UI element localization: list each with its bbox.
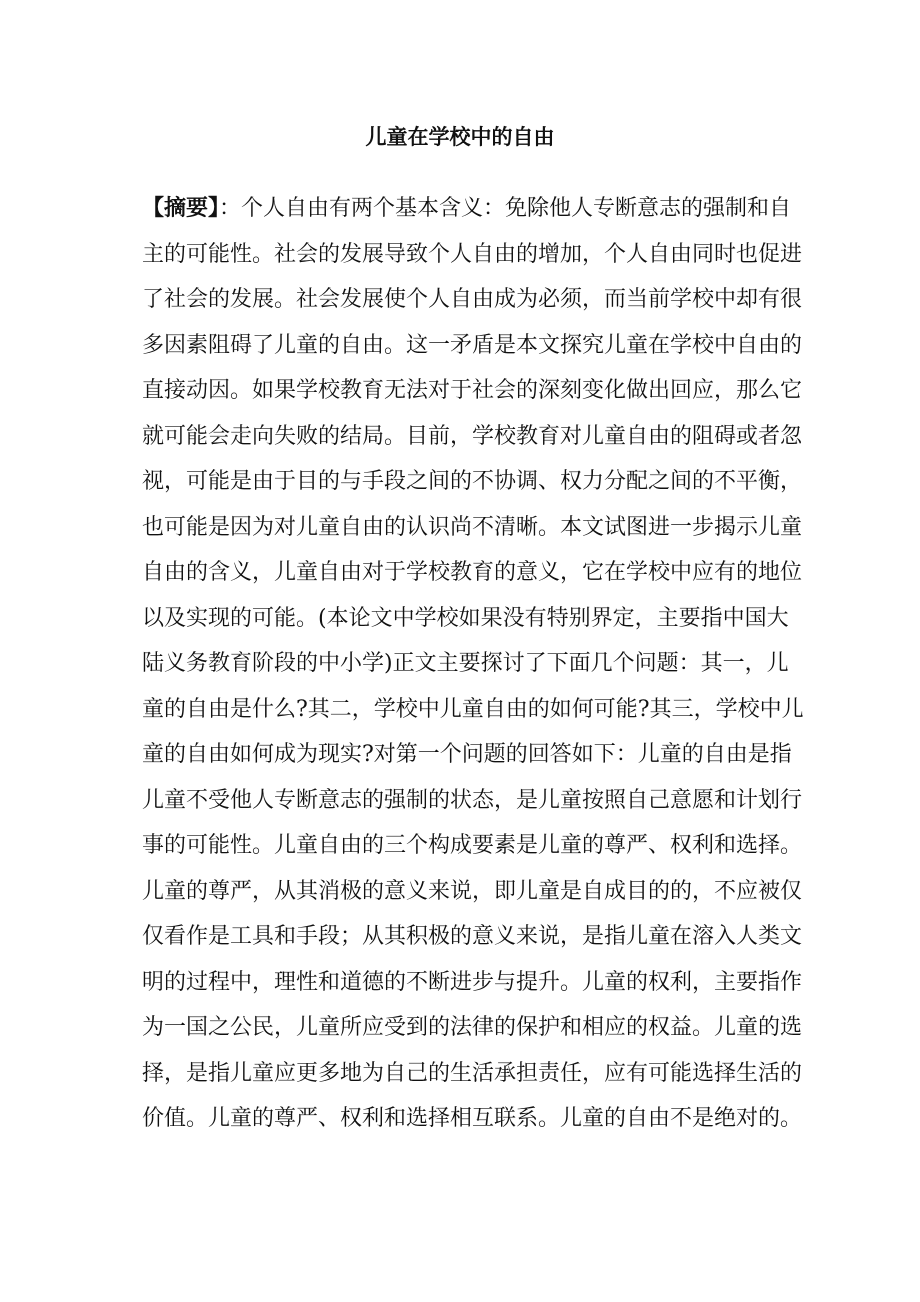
abstract-line: 多因素阻碍了儿童的自由。这一矛盾是本文探究儿童在学校中自由的 [142, 332, 803, 358]
abstract-line: 自由的含义，儿童自由对于学校教育的意义，它在学校中应有的地位 [142, 560, 803, 585]
abstract-line: 事的可能性。儿童自由的三个构成要素是儿童的尊严、权利和选择。 [142, 833, 803, 858]
abstract-line: 仅看作是工具和手段；从其积极的意义来说，是指儿童在溶入人类文 [142, 924, 803, 949]
abstract-line: 儿童不受他人专断意志的强制的状态，是儿童按照自己意愿和计划行 [142, 787, 803, 813]
abstract-line: 就可能会走向失败的结局。目前，学校教育对儿童自由的阻碍或者忽 [142, 423, 803, 449]
abstract-line: 为一国之公民，儿童所应受到的法律的保护和相应的权益。儿童的选 [142, 1015, 803, 1040]
abstract-line: 视，可能是由于目的与手段之间的不协调、权力分配之间的不平衡， [142, 469, 803, 494]
abstract-line: 价值。儿童的尊严、权利和选择相互联系。儿童的自由不是绝对的。 [142, 1106, 803, 1131]
abstract-line: 童的自由如何成为现实?对第一个问题的回答如下：儿童的自由是指 [142, 742, 792, 767]
abstract-line: 以及实现的可能。(本论文中学校如果没有特别界定，主要指中国大 [142, 605, 789, 631]
abstract-label: 【摘要】 [142, 195, 220, 221]
abstract-line-text: ：个人自由有两个基本含义：免除他人专断意志的强制和自 [219, 196, 792, 221]
abstract-line: 直接动因。如果学校教育无法对于社会的深刻变化做出回应，那么它 [142, 378, 803, 403]
document-title: 儿童在学校中的自由 [365, 124, 555, 149]
abstract-line: 也可能是因为对儿童自由的认识尚不清晰。本文试图进一步揭示儿童 [142, 514, 803, 540]
abstract-line: 儿童的尊严，从其消极的意义来说，即儿童是自成目的的，不应被仅 [142, 878, 803, 904]
abstract-line: 了社会的发展。社会发展使个人自由成为必须，而当前学校中却有很 [142, 287, 803, 312]
abstract-line: 明的过程中，理性和道德的不断进步与提升。儿童的权利，主要指作 [142, 969, 803, 995]
abstract-line [142, 186, 792, 232]
abstract-line: 主的可能性。社会的发展导致个人自由的增加，个人自由同时也促进 [142, 241, 803, 267]
abstract-line: 童的自由是什么?其二，学校中儿童自由的如何可能?其三，学校中儿 [142, 696, 804, 722]
abstract-line: 择，是指儿童应更多地为自己的生活承担责任，应有可能选择生活的 [142, 1060, 803, 1086]
abstract-paragraph [142, 186, 804, 1142]
abstract-line: 陆义务教育阶段的中小学)正文主要探讨了下面几个问题：其一，儿 [142, 651, 789, 676]
